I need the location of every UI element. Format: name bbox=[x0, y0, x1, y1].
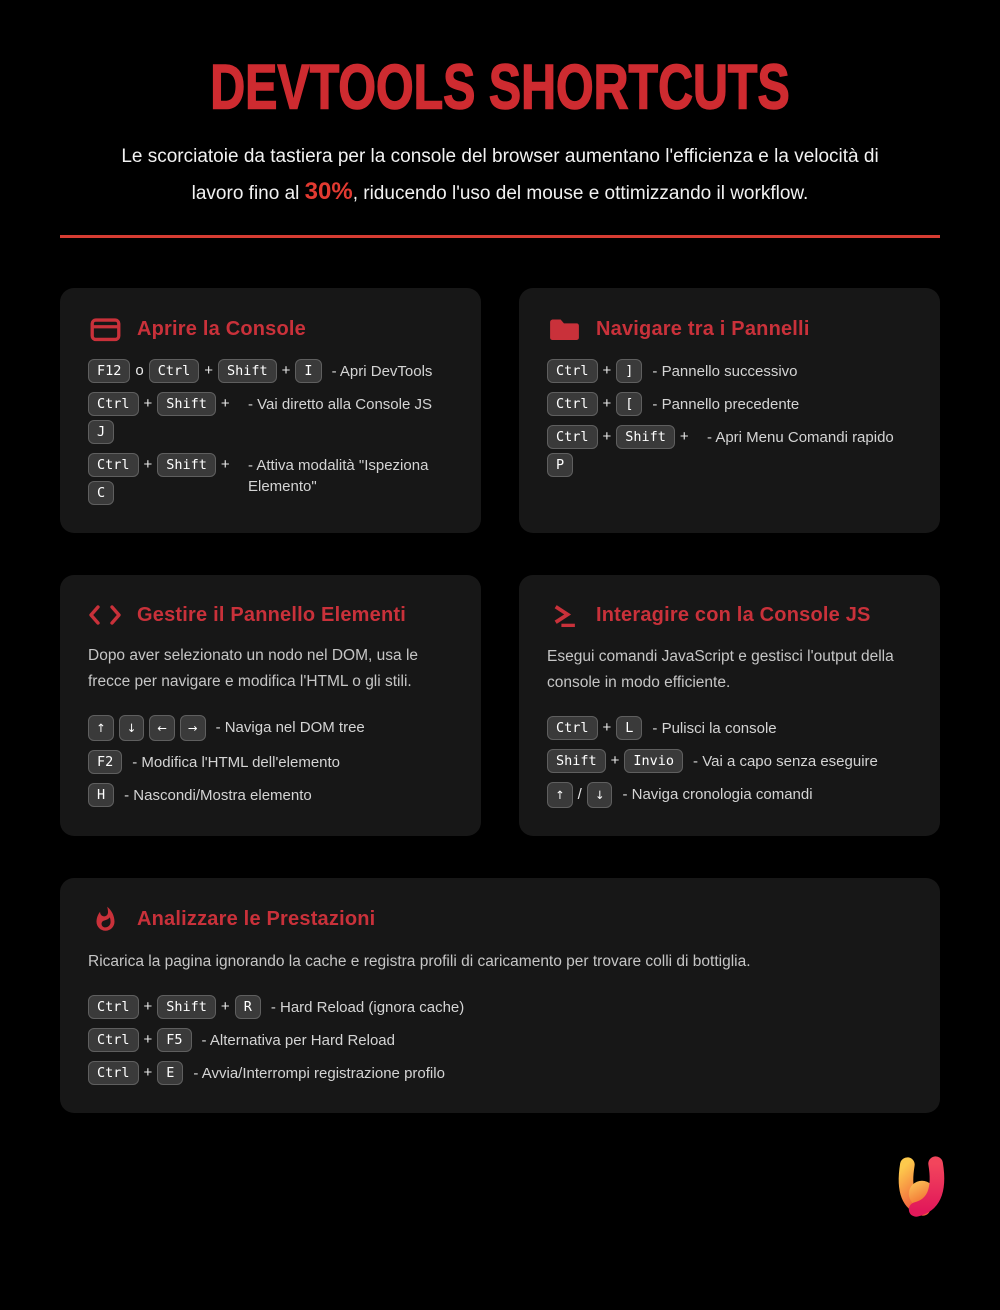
key-group bbox=[295, 359, 321, 383]
key-group bbox=[88, 453, 152, 477]
browser-window-icon bbox=[88, 316, 122, 343]
key-combo bbox=[547, 425, 697, 477]
shortcut-description: - Avvia/Interrompi registrazione profilo bbox=[193, 1065, 445, 1082]
shortcut-list bbox=[88, 359, 453, 505]
divider-line bbox=[60, 235, 940, 238]
key-cap: E bbox=[157, 1061, 183, 1085]
key-separator: + bbox=[220, 395, 230, 412]
key-combo bbox=[88, 453, 238, 505]
shortcut-description: - Apri Menu Comandi rapido bbox=[707, 429, 894, 446]
key-group bbox=[119, 715, 145, 741]
intro-after: , riducendo l'uso del mouse e ottimizzando il workflow. bbox=[352, 182, 809, 204]
shortcut-row bbox=[88, 453, 453, 505]
key-group bbox=[616, 359, 642, 383]
key-group bbox=[88, 481, 114, 505]
shortcut-row bbox=[547, 425, 912, 477]
key-cap: P bbox=[547, 453, 573, 477]
shortcut-description: - Pannello precedente bbox=[652, 396, 800, 413]
key-group bbox=[88, 995, 152, 1019]
shortcut-list bbox=[88, 715, 453, 807]
infographic-page bbox=[0, 52, 1000, 1310]
shortcut-description: - Pannello successivo bbox=[652, 363, 798, 380]
cards-grid bbox=[60, 288, 940, 1113]
key-separator: + bbox=[281, 362, 291, 379]
key-cap: L bbox=[616, 716, 642, 740]
shortcut-list bbox=[547, 716, 912, 808]
shortcut-description: - Vai a capo senza eseguire bbox=[693, 753, 878, 770]
key-cap: Ctrl bbox=[547, 716, 598, 740]
key-combo bbox=[547, 392, 642, 416]
shortcut-description: - Pulisci la console bbox=[652, 720, 777, 737]
shortcut-row bbox=[88, 1061, 912, 1085]
shortcut-description: - Apri DevTools bbox=[331, 363, 433, 380]
card-title: Analizzare le Prestazioni bbox=[137, 908, 376, 930]
key-group bbox=[157, 453, 229, 477]
card-header bbox=[88, 906, 912, 933]
card-description: Ricarica la pagina ignorando la cache e registra profili di caricamento per trovare colli di bottiglia. bbox=[88, 953, 751, 970]
key-combo bbox=[547, 749, 683, 773]
key-group bbox=[157, 995, 229, 1019]
key-cap: J bbox=[88, 420, 114, 444]
key-group bbox=[547, 425, 611, 449]
key-separator: + bbox=[602, 395, 612, 412]
shortcut-list bbox=[88, 995, 912, 1085]
key-cap: Ctrl bbox=[88, 995, 139, 1019]
key-cap: Ctrl bbox=[88, 453, 139, 477]
key-group bbox=[547, 359, 611, 383]
key-group bbox=[88, 1061, 152, 1085]
card-title: Navigare tra i Pannelli bbox=[596, 318, 810, 340]
key-group bbox=[149, 359, 213, 383]
key-combo bbox=[547, 359, 642, 383]
key-separator: + bbox=[602, 719, 612, 736]
card-description: Dopo aver selezionato un nodo nel DOM, usa le frecce per navigare e modifica l'HTML o gli stili. bbox=[88, 647, 419, 690]
shortcut-row bbox=[88, 1028, 912, 1052]
folder-icon bbox=[547, 316, 581, 343]
key-combo bbox=[88, 392, 238, 444]
key-separator: + bbox=[143, 998, 153, 1015]
card-description: Esegui comandi JavaScript e gestisci l'output della console in modo efficiente. bbox=[547, 648, 894, 691]
key-group bbox=[88, 359, 144, 383]
key-combo bbox=[88, 359, 322, 383]
key-cap: ] bbox=[616, 359, 642, 383]
key-cap: F12 bbox=[88, 359, 130, 383]
intro-text bbox=[113, 140, 888, 211]
shortcut-row bbox=[88, 750, 453, 774]
key-cap: Shift bbox=[157, 995, 216, 1019]
key-cap: C bbox=[88, 481, 114, 505]
shortcut-card bbox=[519, 288, 940, 533]
u-brand-logo-icon bbox=[884, 1151, 958, 1225]
key-cap: → bbox=[180, 715, 206, 741]
key-separator: + bbox=[143, 395, 153, 412]
key-combo bbox=[88, 1028, 192, 1052]
logo-row bbox=[0, 1113, 1000, 1225]
key-cap: ↓ bbox=[587, 782, 613, 808]
key-cap: Shift bbox=[218, 359, 277, 383]
key-cap: Ctrl bbox=[149, 359, 200, 383]
key-separator: + bbox=[143, 1031, 153, 1048]
key-group bbox=[180, 715, 206, 741]
key-group bbox=[88, 1028, 152, 1052]
shortcut-row bbox=[547, 359, 912, 383]
shortcut-row bbox=[88, 783, 453, 807]
key-group bbox=[547, 782, 582, 808]
card-title: Gestire il Pannello Elementi bbox=[137, 603, 407, 626]
key-cap: ↑ bbox=[547, 782, 573, 808]
key-group bbox=[235, 995, 261, 1019]
key-combo bbox=[88, 1061, 183, 1085]
key-group bbox=[616, 392, 642, 416]
key-separator: + bbox=[204, 362, 214, 379]
key-group bbox=[547, 749, 619, 773]
key-cap: Invio bbox=[624, 749, 683, 773]
key-group bbox=[547, 453, 573, 477]
card-header bbox=[547, 316, 912, 343]
shortcut-row bbox=[547, 716, 912, 740]
key-cap: ↓ bbox=[119, 715, 145, 741]
key-group bbox=[624, 749, 683, 773]
key-cap: Ctrl bbox=[547, 392, 598, 416]
card-header bbox=[88, 316, 453, 343]
flame-icon bbox=[88, 906, 122, 933]
key-cap: ↑ bbox=[88, 715, 114, 741]
key-group bbox=[88, 715, 114, 741]
key-group bbox=[616, 716, 642, 740]
key-combo bbox=[88, 995, 261, 1019]
key-cap: H bbox=[88, 783, 114, 807]
key-separator: + bbox=[602, 362, 612, 379]
key-cap: I bbox=[295, 359, 321, 383]
key-group bbox=[149, 715, 175, 741]
key-combo bbox=[88, 715, 206, 741]
key-cap: Ctrl bbox=[88, 392, 139, 416]
key-separator: + bbox=[143, 1064, 153, 1081]
key-group bbox=[88, 783, 114, 807]
card-title: Interagire con la Console JS bbox=[596, 604, 871, 626]
key-cap: R bbox=[235, 995, 261, 1019]
shortcut-row bbox=[88, 715, 453, 741]
shortcut-list bbox=[547, 359, 912, 477]
shortcut-row bbox=[547, 392, 912, 416]
shortcut-description: - Modifica l'HTML dell'elemento bbox=[132, 754, 341, 771]
key-group bbox=[157, 1061, 183, 1085]
key-cap: Ctrl bbox=[88, 1061, 139, 1085]
key-cap: Ctrl bbox=[547, 359, 598, 383]
key-separator: + bbox=[602, 428, 612, 445]
key-cap: ← bbox=[149, 715, 175, 741]
shortcut-row bbox=[547, 749, 912, 773]
key-combo bbox=[88, 750, 122, 774]
key-group bbox=[218, 359, 290, 383]
intro-highlight: 30% bbox=[304, 177, 353, 205]
shortcut-row bbox=[88, 392, 453, 444]
shortcut-card bbox=[60, 878, 940, 1113]
shortcut-row bbox=[547, 782, 912, 808]
key-separator: / bbox=[577, 786, 582, 803]
shortcut-description: - Attiva modalità "Ispeziona Elemento" bbox=[248, 457, 429, 495]
key-combo bbox=[88, 783, 114, 807]
key-group bbox=[88, 392, 152, 416]
key-cap: F2 bbox=[88, 750, 122, 774]
key-group bbox=[547, 392, 611, 416]
card-header bbox=[547, 603, 912, 628]
intro-before: Le scorciatoie da tastiera per la console del browser aumentano l'efficienza e la velocità di lavoro fino al bbox=[121, 146, 879, 204]
page-title: DEVTOOLS SHORTCUTS bbox=[210, 52, 790, 123]
key-separator: + bbox=[610, 752, 620, 769]
shortcut-description: - Naviga nel DOM tree bbox=[215, 719, 365, 736]
shortcut-description: - Alternativa per Hard Reload bbox=[201, 1032, 395, 1049]
key-cap: Shift bbox=[547, 749, 606, 773]
card-header bbox=[88, 603, 453, 627]
key-cap: Ctrl bbox=[88, 1028, 139, 1052]
shortcut-card bbox=[519, 575, 940, 836]
key-group bbox=[88, 420, 114, 444]
shortcut-description: - Vai diretto alla Console JS bbox=[248, 396, 432, 413]
shortcut-card bbox=[60, 575, 481, 836]
key-group bbox=[587, 782, 613, 808]
key-cap: [ bbox=[616, 392, 642, 416]
key-combo bbox=[547, 716, 642, 740]
key-separator: + bbox=[679, 428, 689, 445]
shortcut-row bbox=[88, 995, 912, 1019]
card-title: Aprire la Console bbox=[137, 318, 306, 340]
key-cap: Shift bbox=[157, 453, 216, 477]
terminal-icon bbox=[547, 603, 581, 628]
key-cap: Shift bbox=[616, 425, 675, 449]
key-cap: Ctrl bbox=[547, 425, 598, 449]
key-combo bbox=[547, 782, 612, 808]
shortcut-description: - Hard Reload (ignora cache) bbox=[270, 999, 465, 1016]
key-group bbox=[88, 750, 122, 774]
key-group bbox=[547, 716, 611, 740]
shortcut-row bbox=[88, 359, 453, 383]
key-separator: o bbox=[135, 362, 144, 379]
key-group bbox=[157, 1028, 191, 1052]
key-cap: F5 bbox=[157, 1028, 191, 1052]
key-group bbox=[157, 392, 229, 416]
key-separator: + bbox=[220, 456, 230, 473]
key-group bbox=[616, 425, 688, 449]
code-icon bbox=[88, 603, 122, 627]
shortcut-description: - Naviga cronologia comandi bbox=[622, 786, 813, 803]
shortcut-card bbox=[60, 288, 481, 533]
key-separator: + bbox=[143, 456, 153, 473]
shortcut-description: - Nascondi/Mostra elemento bbox=[124, 787, 312, 804]
key-cap: Shift bbox=[157, 392, 216, 416]
key-separator: + bbox=[220, 998, 230, 1015]
